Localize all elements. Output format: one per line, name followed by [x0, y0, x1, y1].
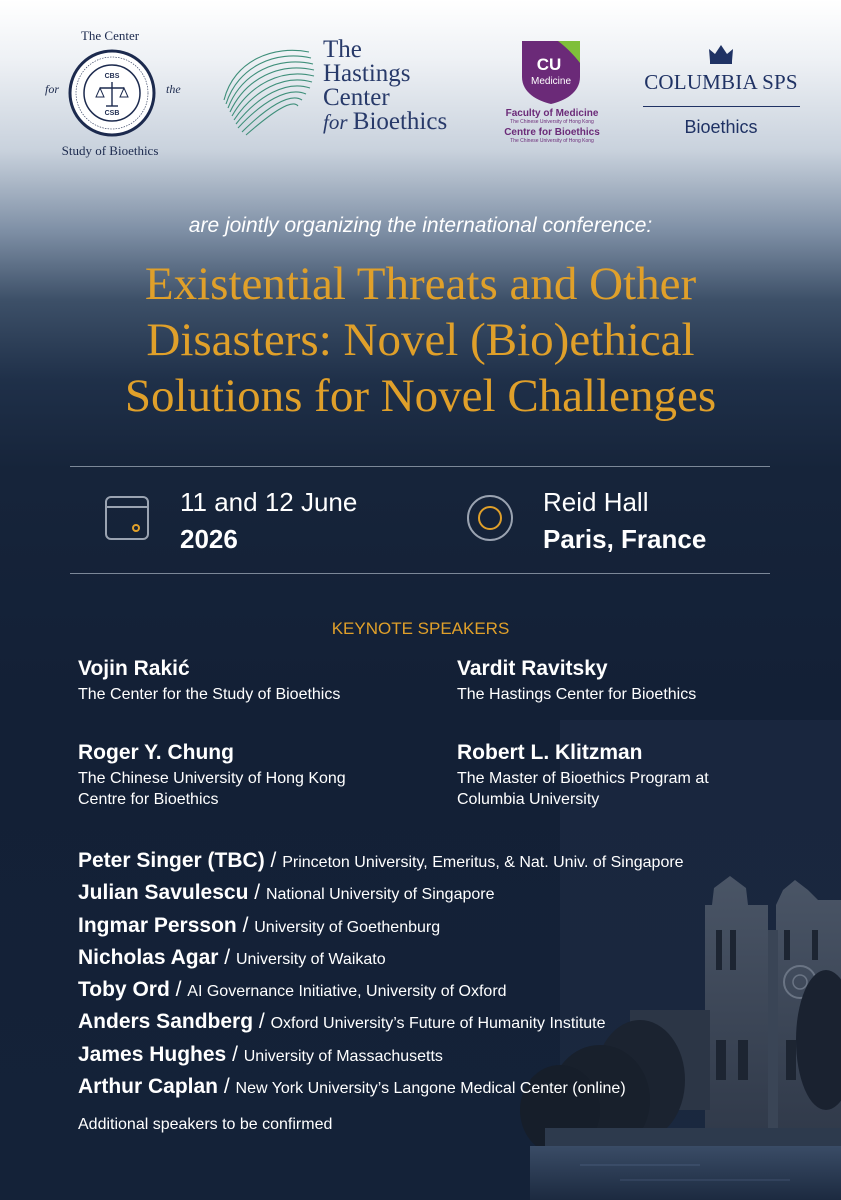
hastings-line4 — [323, 110, 447, 134]
columbia-logo-divider — [643, 106, 800, 107]
divider-bottom — [70, 573, 770, 574]
columbia-logo-name: COLUMBIA SPS — [644, 70, 798, 94]
speaker-row — [78, 1010, 818, 1042]
speaker-name: Ingmar Persson — [78, 913, 237, 937]
speaker-affiliation: Oxford University’s Future of Humanity Institute — [270, 1015, 606, 1033]
speaker-separator: / — [226, 1042, 244, 1066]
speaker-separator: / — [253, 1010, 271, 1034]
keynote-speaker — [457, 741, 817, 810]
title-line-1: Existential Threats and Other — [144, 258, 697, 310]
hastings-swirl-logo — [214, 40, 322, 140]
cu-faculty-sub: The Chinese University of Hong Kong — [510, 119, 594, 125]
hastings-line1: The — [323, 36, 362, 63]
speaker-separator: / — [169, 978, 188, 1002]
keynote-speaker-name: Vardit Ravitsky — [457, 657, 608, 680]
csb-logo-top-text: The Center — [80, 28, 140, 43]
conference-title — [20, 256, 821, 424]
csb-seal-top-text: CBS — [104, 73, 120, 80]
speaker-affiliation: Princeton University, Emeritus, & Nat. Univ. of Singapore — [282, 854, 684, 871]
keynote-speaker-affiliation — [78, 768, 438, 810]
cu-badge-text: CU — [536, 55, 562, 74]
event-venue: Reid Hall — [543, 487, 649, 517]
affiliation-line-1: The Master of Bioethics Program at — [457, 770, 709, 787]
cu-faculty: Faculty of Medicine — [505, 108, 599, 119]
speaker-separator: / — [236, 913, 255, 937]
speaker-list — [78, 849, 818, 1107]
speaker-affiliation: University of Massachusetts — [243, 1047, 443, 1065]
cu-badge-medicine-text: Medicine — [530, 76, 572, 87]
speaker-name: Julian Savulescu — [78, 881, 249, 905]
keynote-speaker-affiliation: The Center for the Study of Bioethics — [78, 686, 341, 703]
affiliation-line-2: Centre for Bioethics — [78, 791, 219, 808]
divider-top — [70, 466, 770, 467]
speaker-affiliation: University of Goethenburg — [254, 918, 441, 936]
keynote-speaker-affiliation: The Hastings Center for Bioethics — [457, 686, 697, 703]
keynote-speaker — [78, 657, 438, 705]
speaker-separator: / — [218, 945, 236, 969]
cu-centre-sub: The Chinese University of Hong Kong — [510, 138, 594, 144]
csb-seal-bottom-text: CSB — [104, 110, 120, 117]
keynote-speaker-affiliation — [457, 768, 817, 810]
speaker-name: Arthur Caplan — [78, 1075, 219, 1099]
cu-logo-text — [502, 108, 602, 144]
csb-logo-left-text: for — [45, 82, 60, 96]
hastings-line2: Hastings — [323, 60, 411, 87]
csb-logo-right-text: the — [166, 82, 181, 96]
speaker-separator: / — [264, 849, 283, 872]
speaker-affiliation: National University of Singapore — [265, 886, 495, 904]
columbia-logo-sub: Bioethics — [684, 117, 758, 137]
hastings-bioethics: Bioethics — [352, 108, 448, 135]
speaker-row — [78, 1075, 818, 1107]
hastings-for: for — [323, 110, 348, 134]
speaker-row — [78, 978, 818, 1010]
speaker-affiliation: University of Waikato — [235, 950, 386, 968]
calendar-icon — [104, 493, 150, 543]
title-line-2: Disasters: Novel (Bio)ethical — [146, 314, 695, 366]
speaker-name: Peter Singer (TBC) — [78, 849, 265, 872]
speaker-affiliation: New York University’s Langone Medical Center (online) — [235, 1080, 626, 1098]
hastings-logo-text — [323, 38, 447, 134]
additional-speakers-note: Additional speakers to be confirmed — [78, 1116, 333, 1133]
speaker-affiliation: AI Governance Initiative, University of Oxford — [187, 983, 507, 1001]
speaker-name: James Hughes — [78, 1042, 227, 1066]
speaker-row — [78, 849, 818, 881]
event-city: Paris, France — [543, 524, 707, 554]
affiliation-line-1: The Chinese University of Hong Kong — [78, 770, 346, 787]
affiliation-line-2: Columbia University — [457, 791, 600, 808]
event-date: 11 and 12 June — [180, 487, 358, 517]
keynote-heading: KEYNOTE SPEAKERS — [331, 619, 510, 638]
speaker-separator: / — [248, 881, 266, 905]
speaker-row — [78, 1043, 818, 1075]
keynote-speaker — [78, 741, 438, 810]
cu-centre: Centre for Bioethics — [504, 127, 600, 138]
speaker-row — [78, 914, 818, 946]
cu-medicine-shield-logo — [518, 37, 584, 105]
speaker-name: Anders Sandberg — [78, 1010, 254, 1034]
location-icon — [465, 493, 515, 543]
speaker-row — [78, 946, 818, 978]
title-line-3: Solutions for Novel Challenges — [124, 370, 717, 422]
keynote-speaker-name: Roger Y. Chung — [78, 741, 234, 764]
event-year: 2026 — [180, 524, 238, 554]
columbia-crown-icon — [707, 43, 735, 65]
keynote-speaker-name: Robert L. Klitzman — [457, 741, 643, 764]
keynote-speaker-name: Vojin Rakić — [78, 657, 190, 680]
intro-text: are jointly organizing the international conference: — [188, 214, 653, 237]
csb-logo-bottom-text: Study of Bioethics — [61, 143, 159, 158]
csb-seal-logo — [67, 48, 157, 138]
speaker-separator: / — [218, 1075, 236, 1099]
speaker-name: Toby Ord — [78, 978, 170, 1002]
speaker-row — [78, 881, 818, 913]
speaker-name: Nicholas Agar — [78, 945, 219, 969]
hastings-line3: Center — [323, 84, 390, 111]
keynote-speaker — [457, 657, 817, 705]
